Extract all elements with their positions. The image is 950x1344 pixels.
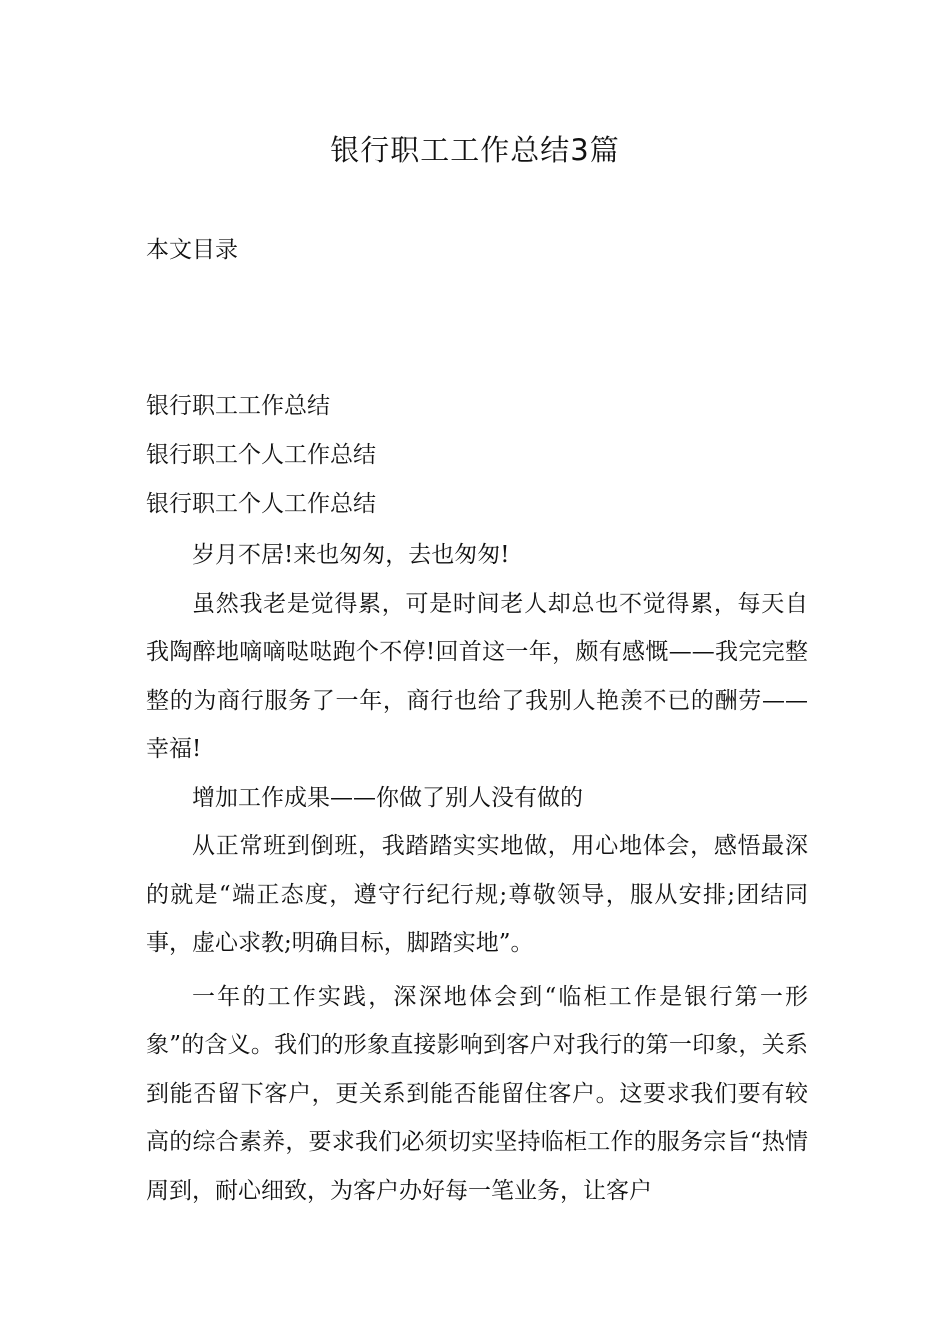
paragraph: 一年的工作实践，深深地体会到“临柜工作是银行第一形象”的含义。我们的形象直接影响到客户对我行的第一印象，关系到能否留下客户，更关系到能否能留住客户。这要求我们要有较高的综合素养，要求我们必须切实坚持临柜工作的服务宗旨“热情周到，耐心细致，为客户办好每一笔业务，让客户: [146, 983, 808, 1204]
toc-item[interactable]: 银行职工工作总结: [146, 393, 330, 419]
paragraph: 增加工作成果——你做了别人没有做的: [192, 784, 583, 811]
paragraph: 岁月不居!来也匆匆，去也匆匆!: [192, 542, 510, 568]
paragraph: 虽然我老是觉得累，可是时间老人却总也不觉得累，每天自我陶醉地嘀嘀哒哒跑个不停!回首这一年，颇有感慨——我完完整整的为商行服务了一年，商行也给了我别人艳羡不已的酬劳——幸福!: [146, 590, 808, 762]
paragraph: 从正常班到倒班，我踏踏实实地做，用心地体会，感悟最深的就是“端正态度，遵守行纪行规;尊敬领导，服从安排;团结同事，虚心求教;明确目标，脚踏实地”。: [146, 833, 808, 956]
body-text: [146, 531, 808, 1215]
toc-item[interactable]: 银行职工个人工作总结: [146, 491, 376, 517]
toc-heading: 本文目录: [146, 237, 238, 263]
document-title: 银行职工工作总结3篇: [330, 133, 620, 167]
toc-list: [146, 382, 376, 529]
toc-item[interactable]: 银行职工个人工作总结: [146, 442, 376, 468]
